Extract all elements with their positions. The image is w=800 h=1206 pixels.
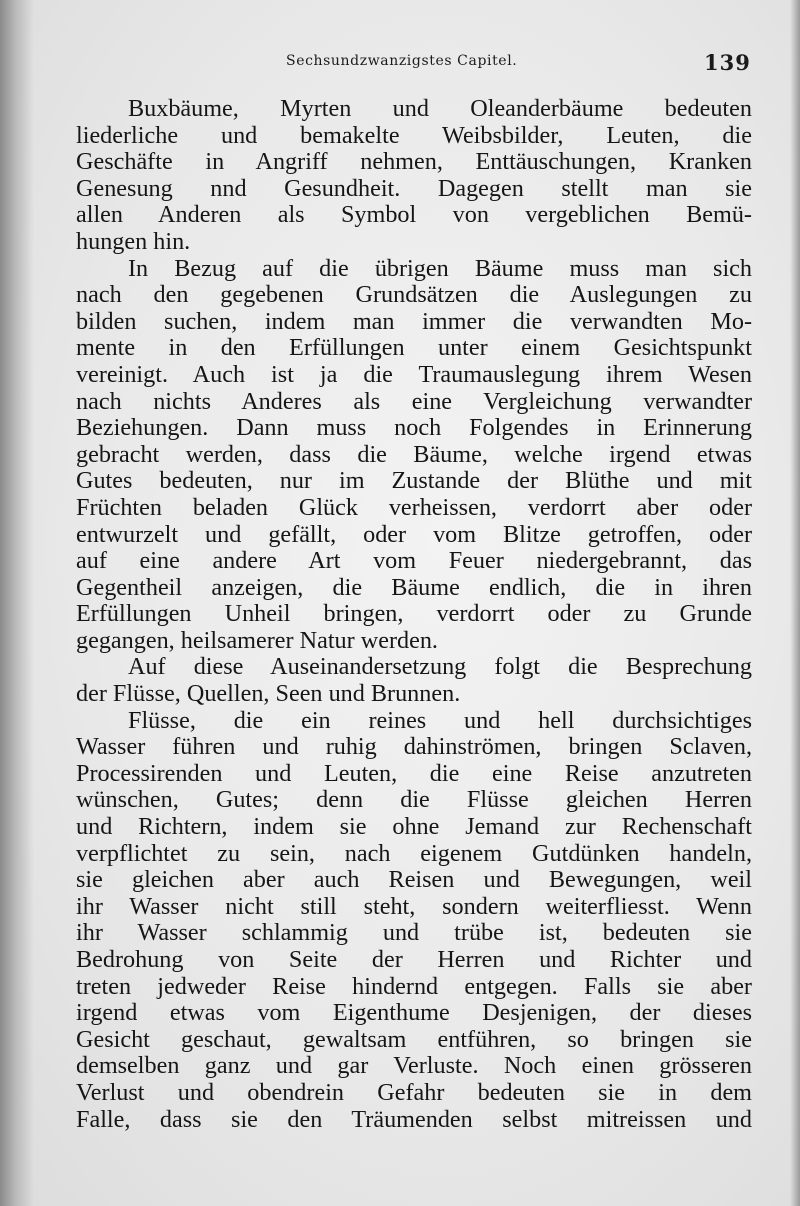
- text-line: Processirenden und Leuten, die eine Reise anzutreten: [76, 759, 752, 787]
- text-line: In Bezug auf die übrigen Bäume muss man sich: [128, 254, 752, 282]
- text-line: treten jedweder Reise hindernd entgegen. Falls sie aber: [76, 972, 752, 1000]
- text-line: Gegentheil anzeigen, die Bäume endlich, die in ihren: [76, 573, 752, 601]
- text-line: auf eine andere Art vom Feuer niedergebrannt, das: [76, 547, 752, 575]
- text-line: Falle, dass sie den Träumenden selbst mitreissen und: [76, 1105, 752, 1133]
- text-line: gegangen, heilsamerer Natur werden.: [76, 626, 438, 654]
- text-line: Buxbäume, Myrten und Oleanderbäume bedeuten: [128, 95, 752, 122]
- body-text: [76, 96, 752, 1133]
- text-line: nach nichts Anderes als eine Vergleichung verwandter: [76, 387, 752, 415]
- chapter-title: Sechsundzwanzigstes Capitel.: [286, 53, 518, 69]
- text-line: verpflichtet zu sein, nach eigenem Gutdünken handeln,: [76, 839, 752, 867]
- text-line: irgend etwas vom Eigenthume Desjenigen, der dieses: [76, 999, 752, 1027]
- text-line: bilden suchen, indem man immer die verwandten Mo-: [76, 307, 752, 335]
- running-head: [0, 50, 800, 80]
- text-line: Flüsse, die ein reines und hell durchsichtiges: [128, 706, 752, 734]
- text-line: vereinigt. Auch ist ja die Traumauslegung ihrem Wesen: [76, 360, 752, 388]
- text-line: ihr Wasser schlammig und trübe ist, bedeuten sie: [76, 919, 752, 947]
- text-line: wünschen, Gutes; denn die Flüsse gleichen Herren: [76, 786, 752, 814]
- text-line: sie gleichen aber auch Reisen und Bewegungen, weil: [76, 866, 752, 894]
- text-line: Gutes bedeuten, nur im Zustande der Blüthe und mit: [76, 467, 752, 495]
- text-line: entwurzelt und gefällt, oder vom Blitze getroffen, oder: [76, 520, 752, 548]
- page-edge: [790, 0, 800, 1206]
- text-line: Genesung nnd Gesundheit. Dagegen stellt man sie: [76, 174, 752, 202]
- text-line: Wasser führen und ruhig dahinströmen, bringen Sclaven,: [76, 733, 752, 761]
- text-line: Auf diese Auseinandersetzung folgt die Besprechung: [128, 653, 752, 681]
- text-line: Beziehungen. Dann muss noch Folgendes in Erinnerung: [76, 414, 752, 442]
- text-line: gebracht werden, dass die Bäume, welche irgend etwas: [76, 440, 752, 468]
- text-line: Geschäfte in Angriff nehmen, Enttäuschungen, Kranken: [76, 148, 752, 176]
- text-line: ihr Wasser nicht still steht, sondern weiterfliesst. Wenn: [76, 892, 752, 920]
- text-line: hungen hin.: [76, 227, 191, 255]
- text-line: Früchten beladen Glück verheissen, verdorrt aber oder: [76, 493, 752, 521]
- text-line: und Richtern, indem sie ohne Jemand zur Rechenschaft: [76, 813, 752, 841]
- text-line: Bedrohung von Seite der Herren und Richter und: [76, 946, 752, 973]
- text-line: liederliche und bemakelte Weibsbilder, Leuten, die: [76, 121, 752, 149]
- text-line: Verlust und obendrein Gefahr bedeuten sie in dem: [76, 1078, 752, 1106]
- text-line: der Flüsse, Quellen, Seen und Brunnen.: [76, 680, 461, 708]
- text-line: demselben ganz und gar Verluste. Noch einen grösseren: [76, 1052, 752, 1080]
- text-line: nach den gegebenen Grundsätzen die Auslegungen zu: [76, 281, 752, 309]
- text-line: Erfüllungen Unheil bringen, verdorrt oder zu Grunde: [76, 600, 752, 628]
- gutter-shadow: [0, 0, 34, 1206]
- text-line: Gesicht geschaut, gewaltsam entführen, so bringen sie: [76, 1025, 752, 1053]
- text-line: allen Anderen als Symbol von vergeblichen Bemü-: [76, 201, 752, 229]
- text-line: mente in den Erfüllungen unter einem Gesichtspunkt: [76, 334, 752, 362]
- page-number: 139: [704, 50, 751, 75]
